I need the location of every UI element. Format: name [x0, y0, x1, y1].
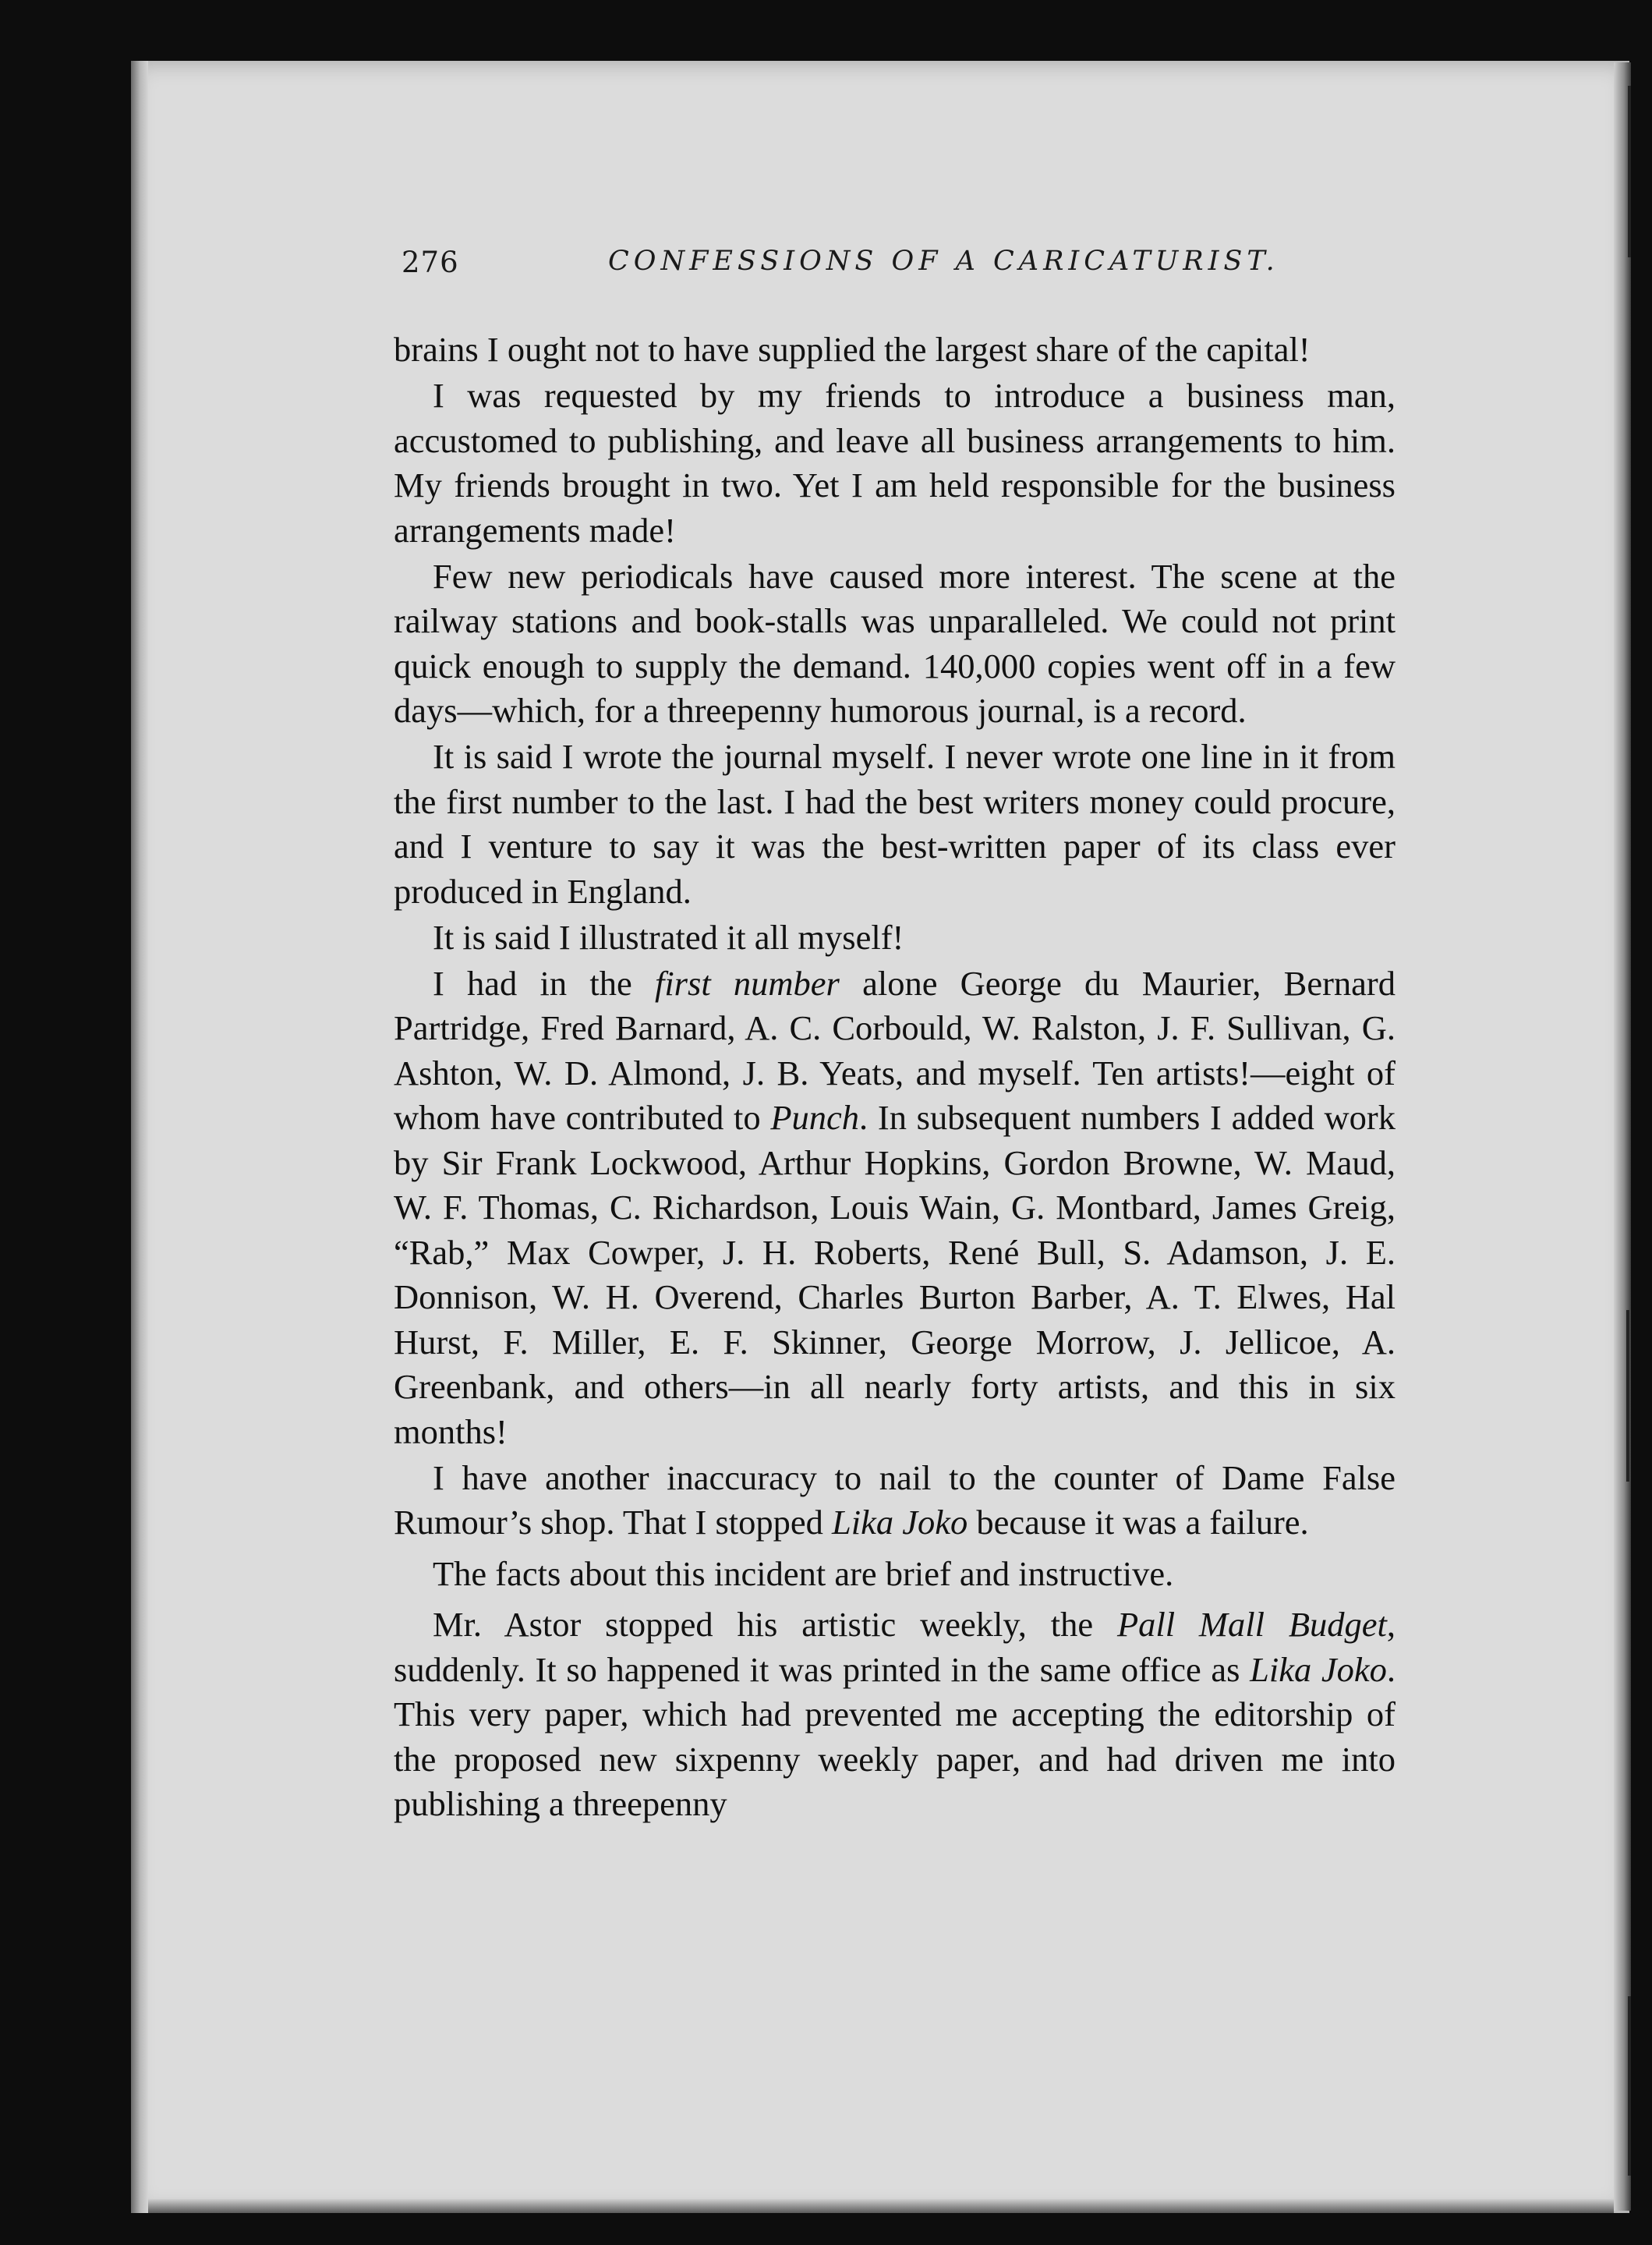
- italic-phrase: Punch: [770, 1098, 860, 1137]
- margin-mark: [1628, 86, 1631, 257]
- page-left-edge: [131, 61, 148, 2213]
- italic-phrase: Pall Mall Budget: [1116, 1605, 1387, 1644]
- page-bottom-edge: [148, 2199, 1614, 2213]
- body-text: [394, 328, 1396, 1828]
- running-header: [402, 246, 1279, 292]
- page-right-edge: [1614, 62, 1631, 2211]
- paragraph: It is said I wrote the journal myself. I never wrote one line in it from the first number to the last. I had the best writers money could procure, and I venture to say it was the best-written paper of its class ever produced in England.: [394, 737, 1396, 911]
- paragraph: It is said I illustrated it all myself!: [433, 917, 904, 957]
- paragraph: Mr. Astor stopped his artistic weekly, the Pall Mall Budget, suddenly. It so happened it was printed in the same office as Lika Joko. This very paper, which had prevented me accepting the editorship of the proposed new sixpenny weekly paper, and had driven me into publishing a threepenny: [394, 1605, 1396, 1823]
- paragraph: I was requested by my friends to introduce a business man, accustomed to publishing, and leave all business arrangements to him. My friends brought in two. Yet I am held responsible for the business arrangements made!: [394, 376, 1396, 550]
- paragraph: Few new periodicals have caused more interest. The scene at the railway stations and book-stalls was unparalleled. We could not print quick enough to supply the demand. 140,000 copies went off in a few days—which, for a threepenny humorous journal, is a record.: [394, 556, 1396, 730]
- margin-mark: [1628, 1996, 1631, 2176]
- paragraph: The facts about this incident are brief and instructive.: [433, 1553, 1174, 1593]
- margin-mark: [1626, 1310, 1629, 1482]
- running-title: CONFESSIONS OF A CARICATURIST.: [608, 246, 1279, 277]
- italic-phrase: Lika Joko: [832, 1503, 968, 1542]
- italic-phrase: first number: [654, 963, 840, 1003]
- paragraph: brains I ought not to have supplied the largest share of the capital!: [394, 330, 1311, 369]
- paragraph: I have another inaccuracy to nail to the counter of Dame False Rumour’s shop. That I stopped Lika Joko because it was a failure.: [394, 1457, 1396, 1542]
- paragraph: I had in the first number alone George du Maurier, Bernard Partridge, Fred Barnard, A. C. Corbould, W. Ralston, J. F. Sullivan, G. Ashton, W. D. Almond, J. B. Yeats, and myself. Ten artists!—eight of whom have contributed to Punch. In subsequent numbers I added work by Sir Frank Lockwood, Arthur Hopkins, Gordon Browne, W. Maud, W. F. Thomas, C. Richardson, Louis Wain, G. Montbard, James Greig, “Rab,” Max Cowper, J. H. Roberts, René Bull, S. Adamson, J. E. Donnison, W. H. Overend, Charles Burton Barber, A. T. Elwes, Hal Hurst, F. Miller, E. F. Skinner, George Morrow, J. Jellicoe, A. Greenbank, and others—in all nearly forty artists, and this in six months!: [394, 963, 1396, 1451]
- page-number: 276: [402, 246, 459, 279]
- italic-phrase: Lika Joko: [1250, 1649, 1387, 1689]
